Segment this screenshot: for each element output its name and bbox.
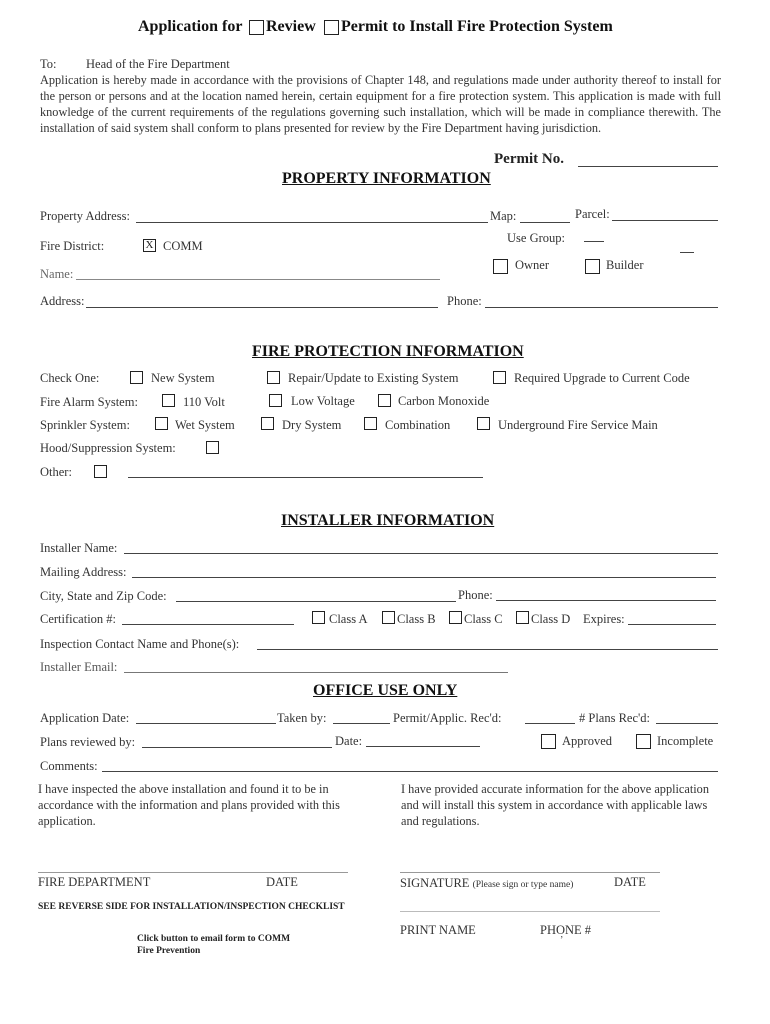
map-label: Map:: [490, 209, 517, 223]
required-upgrade-label: Required Upgrade to Current Code: [514, 371, 690, 385]
applicant-signature-line[interactable]: [400, 872, 660, 873]
pen-mark-icon: ’: [560, 935, 564, 946]
property-address-label: Property Address:: [40, 209, 130, 223]
mailing-address-label: Mailing Address:: [40, 565, 127, 579]
volt-110-checkbox[interactable]: [162, 394, 175, 407]
new-system-label: New System: [151, 371, 215, 385]
date-left-label: DATE: [266, 875, 298, 889]
print-name-label: PRINT NAME: [400, 923, 476, 937]
volt-110-label: 110 Volt: [183, 395, 225, 409]
low-voltage-label: Low Voltage: [291, 394, 355, 408]
wet-system-label: Wet System: [175, 418, 235, 432]
email-form-button[interactable]: [137, 933, 290, 957]
fire-district-label: Fire District:: [40, 239, 105, 253]
review-date-field[interactable]: [366, 746, 480, 747]
applicant-statement: I have provided accurate information for the above application and will install this system in accordance with applicable laws and regulations.: [401, 782, 709, 828]
permit-recd-label: Permit/Applic. Rec'd:: [393, 711, 502, 725]
use-group-field[interactable]: [584, 241, 604, 242]
inspector-statement: I have inspected the above installation and found it to be in accordance with the information and plans provided with this application.: [38, 782, 340, 828]
use-group-field-extra[interactable]: [680, 252, 694, 253]
signature-note: (Please sign or type name): [472, 880, 574, 890]
parcel-label: Parcel:: [575, 207, 610, 221]
class-c-checkbox[interactable]: [449, 611, 462, 624]
property-phone-label: Phone:: [447, 294, 482, 308]
review-date-label: Date:: [335, 734, 363, 748]
required-upgrade-checkbox[interactable]: [493, 371, 506, 384]
wet-system-checkbox[interactable]: [155, 417, 168, 430]
comments-label: Comments:: [40, 759, 98, 773]
print-name-line[interactable]: [400, 911, 660, 912]
class-c-label: Class C: [464, 612, 503, 626]
mailing-address-field[interactable]: [132, 577, 716, 578]
approved-checkbox[interactable]: [541, 734, 556, 749]
permit-no-label: Permit No.: [494, 151, 564, 167]
underground-checkbox[interactable]: [477, 417, 490, 430]
low-voltage-checkbox[interactable]: [269, 394, 282, 407]
phone-label: PHONE #: [540, 923, 592, 937]
sprinkler-label: Sprinkler System:: [40, 418, 130, 432]
application-date-field[interactable]: [136, 723, 276, 724]
installer-header: INSTALLER INFORMATION: [281, 512, 495, 529]
email-button-line1: Click button to email form to COMM: [137, 934, 291, 944]
map-field[interactable]: [520, 222, 570, 223]
signature-text: SIGNATURE: [400, 876, 470, 890]
plans-recd-label: # Plans Rec'd:: [579, 711, 650, 725]
other-label: Other:: [40, 465, 72, 479]
carbon-monoxide-checkbox[interactable]: [378, 394, 391, 407]
permit-label: Permit to Install Fire Protection System: [341, 18, 613, 35]
office-header: OFFICE USE ONLY: [313, 682, 458, 699]
fire-district-value: COMM: [163, 239, 203, 253]
expires-field[interactable]: [628, 624, 716, 625]
installer-phone-field[interactable]: [496, 600, 716, 601]
fire-protection-header: FIRE PROTECTION INFORMATION: [252, 343, 524, 360]
check-one-label: Check One:: [40, 371, 100, 385]
inspection-contact-field[interactable]: [257, 649, 718, 650]
incomplete-label: Incomplete: [657, 734, 714, 748]
property-address-field[interactable]: [136, 222, 488, 223]
dry-system-checkbox[interactable]: [261, 417, 274, 430]
fire-department-signature-line[interactable]: [38, 872, 348, 873]
title-prefix: Application for: [138, 18, 243, 35]
use-group-label: Use Group:: [507, 231, 565, 245]
repair-update-label: Repair/Update to Existing System: [288, 371, 459, 385]
comments-field[interactable]: [102, 771, 718, 772]
class-d-checkbox[interactable]: [516, 611, 529, 624]
owner-label: Owner: [515, 258, 550, 272]
class-a-label: Class A: [329, 612, 368, 626]
hood-checkbox[interactable]: [206, 441, 219, 454]
builder-label: Builder: [606, 258, 644, 272]
combination-label: Combination: [385, 418, 451, 432]
class-b-label: Class B: [397, 612, 436, 626]
dry-system-label: Dry System: [282, 418, 342, 432]
name-field[interactable]: [76, 279, 440, 280]
permit-no-field[interactable]: [578, 166, 718, 167]
parcel-field[interactable]: [612, 220, 718, 221]
review-label: Review: [266, 18, 316, 35]
certification-field[interactable]: [122, 624, 294, 625]
form-title: [138, 18, 242, 36]
new-system-checkbox[interactable]: [130, 371, 143, 384]
name-label: Name:: [40, 267, 74, 281]
certification-label: Certification #:: [40, 612, 117, 626]
underground-label: Underground Fire Service Main: [498, 418, 658, 432]
to-value: Head of the Fire Department: [86, 57, 230, 71]
approved-label: Approved: [562, 734, 612, 748]
class-d-label: Class D: [531, 612, 571, 626]
owner-address-field[interactable]: [86, 307, 438, 308]
inspection-contact-label: Inspection Contact Name and Phone(s):: [40, 637, 240, 651]
class-a-checkbox[interactable]: [312, 611, 325, 624]
taken-by-field[interactable]: [333, 723, 390, 724]
combination-checkbox[interactable]: [364, 417, 377, 430]
builder-checkbox[interactable]: [585, 259, 600, 274]
expires-label: Expires:: [583, 612, 625, 626]
city-state-zip-label: City, State and Zip Code:: [40, 589, 167, 603]
fire-alarm-label: Fire Alarm System:: [40, 395, 138, 409]
installer-name-label: Installer Name:: [40, 541, 118, 555]
property-phone-field[interactable]: [485, 307, 718, 308]
installer-phone-label: Phone:: [458, 588, 493, 602]
permit-recd-field[interactable]: [525, 723, 575, 724]
city-state-zip-field[interactable]: [176, 601, 456, 602]
hood-label: Hood/Suppression System:: [40, 441, 176, 455]
plans-recd-field[interactable]: [656, 723, 718, 724]
fire-district-checkbox[interactable]: X: [143, 239, 156, 252]
taken-by-label: Taken by:: [277, 711, 327, 725]
installer-name-field[interactable]: [124, 553, 718, 554]
review-checkbox[interactable]: [249, 20, 264, 35]
installer-email-label: Installer Email:: [40, 660, 118, 674]
to-label: To:: [40, 57, 57, 71]
fire-department-label: FIRE DEPARTMENT: [38, 875, 151, 889]
repair-update-checkbox[interactable]: [267, 371, 280, 384]
carbon-monoxide-label: Carbon Monoxide: [398, 394, 490, 408]
other-field[interactable]: [128, 477, 483, 478]
permit-checkbox[interactable]: [324, 20, 339, 35]
email-button-line2: Fire Prevention: [137, 946, 201, 956]
class-b-checkbox[interactable]: [382, 611, 395, 624]
property-header: PROPERTY INFORMATION: [282, 170, 491, 187]
owner-address-label: Address:: [40, 294, 85, 308]
plans-reviewed-label: Plans reviewed by:: [40, 735, 136, 749]
intro-paragraph: Application is hereby made in accordance with the provisions of Chapter 148, and regulations made under authority thereof to install for the person or persons and at the location named herein, certain equipment for a fire protection system. This application is made with full knowledge of the current requirements of the regulations governing such installation, which will be made in compliance therewith. The installation of said system shall conform to plans presented for review by the Fire Department having jurisdiction.: [40, 73, 721, 135]
owner-checkbox[interactable]: [493, 259, 508, 274]
date-right-label: DATE: [614, 875, 646, 889]
signature-label: [400, 876, 573, 891]
incomplete-checkbox[interactable]: [636, 734, 651, 749]
plans-reviewed-field[interactable]: [142, 747, 332, 748]
installer-email-field[interactable]: [124, 672, 508, 673]
other-checkbox[interactable]: [94, 465, 107, 478]
reverse-side-note: SEE REVERSE SIDE FOR INSTALLATION/INSPECTION CHECKLIST: [38, 902, 345, 912]
application-date-label: Application Date:: [40, 711, 130, 725]
